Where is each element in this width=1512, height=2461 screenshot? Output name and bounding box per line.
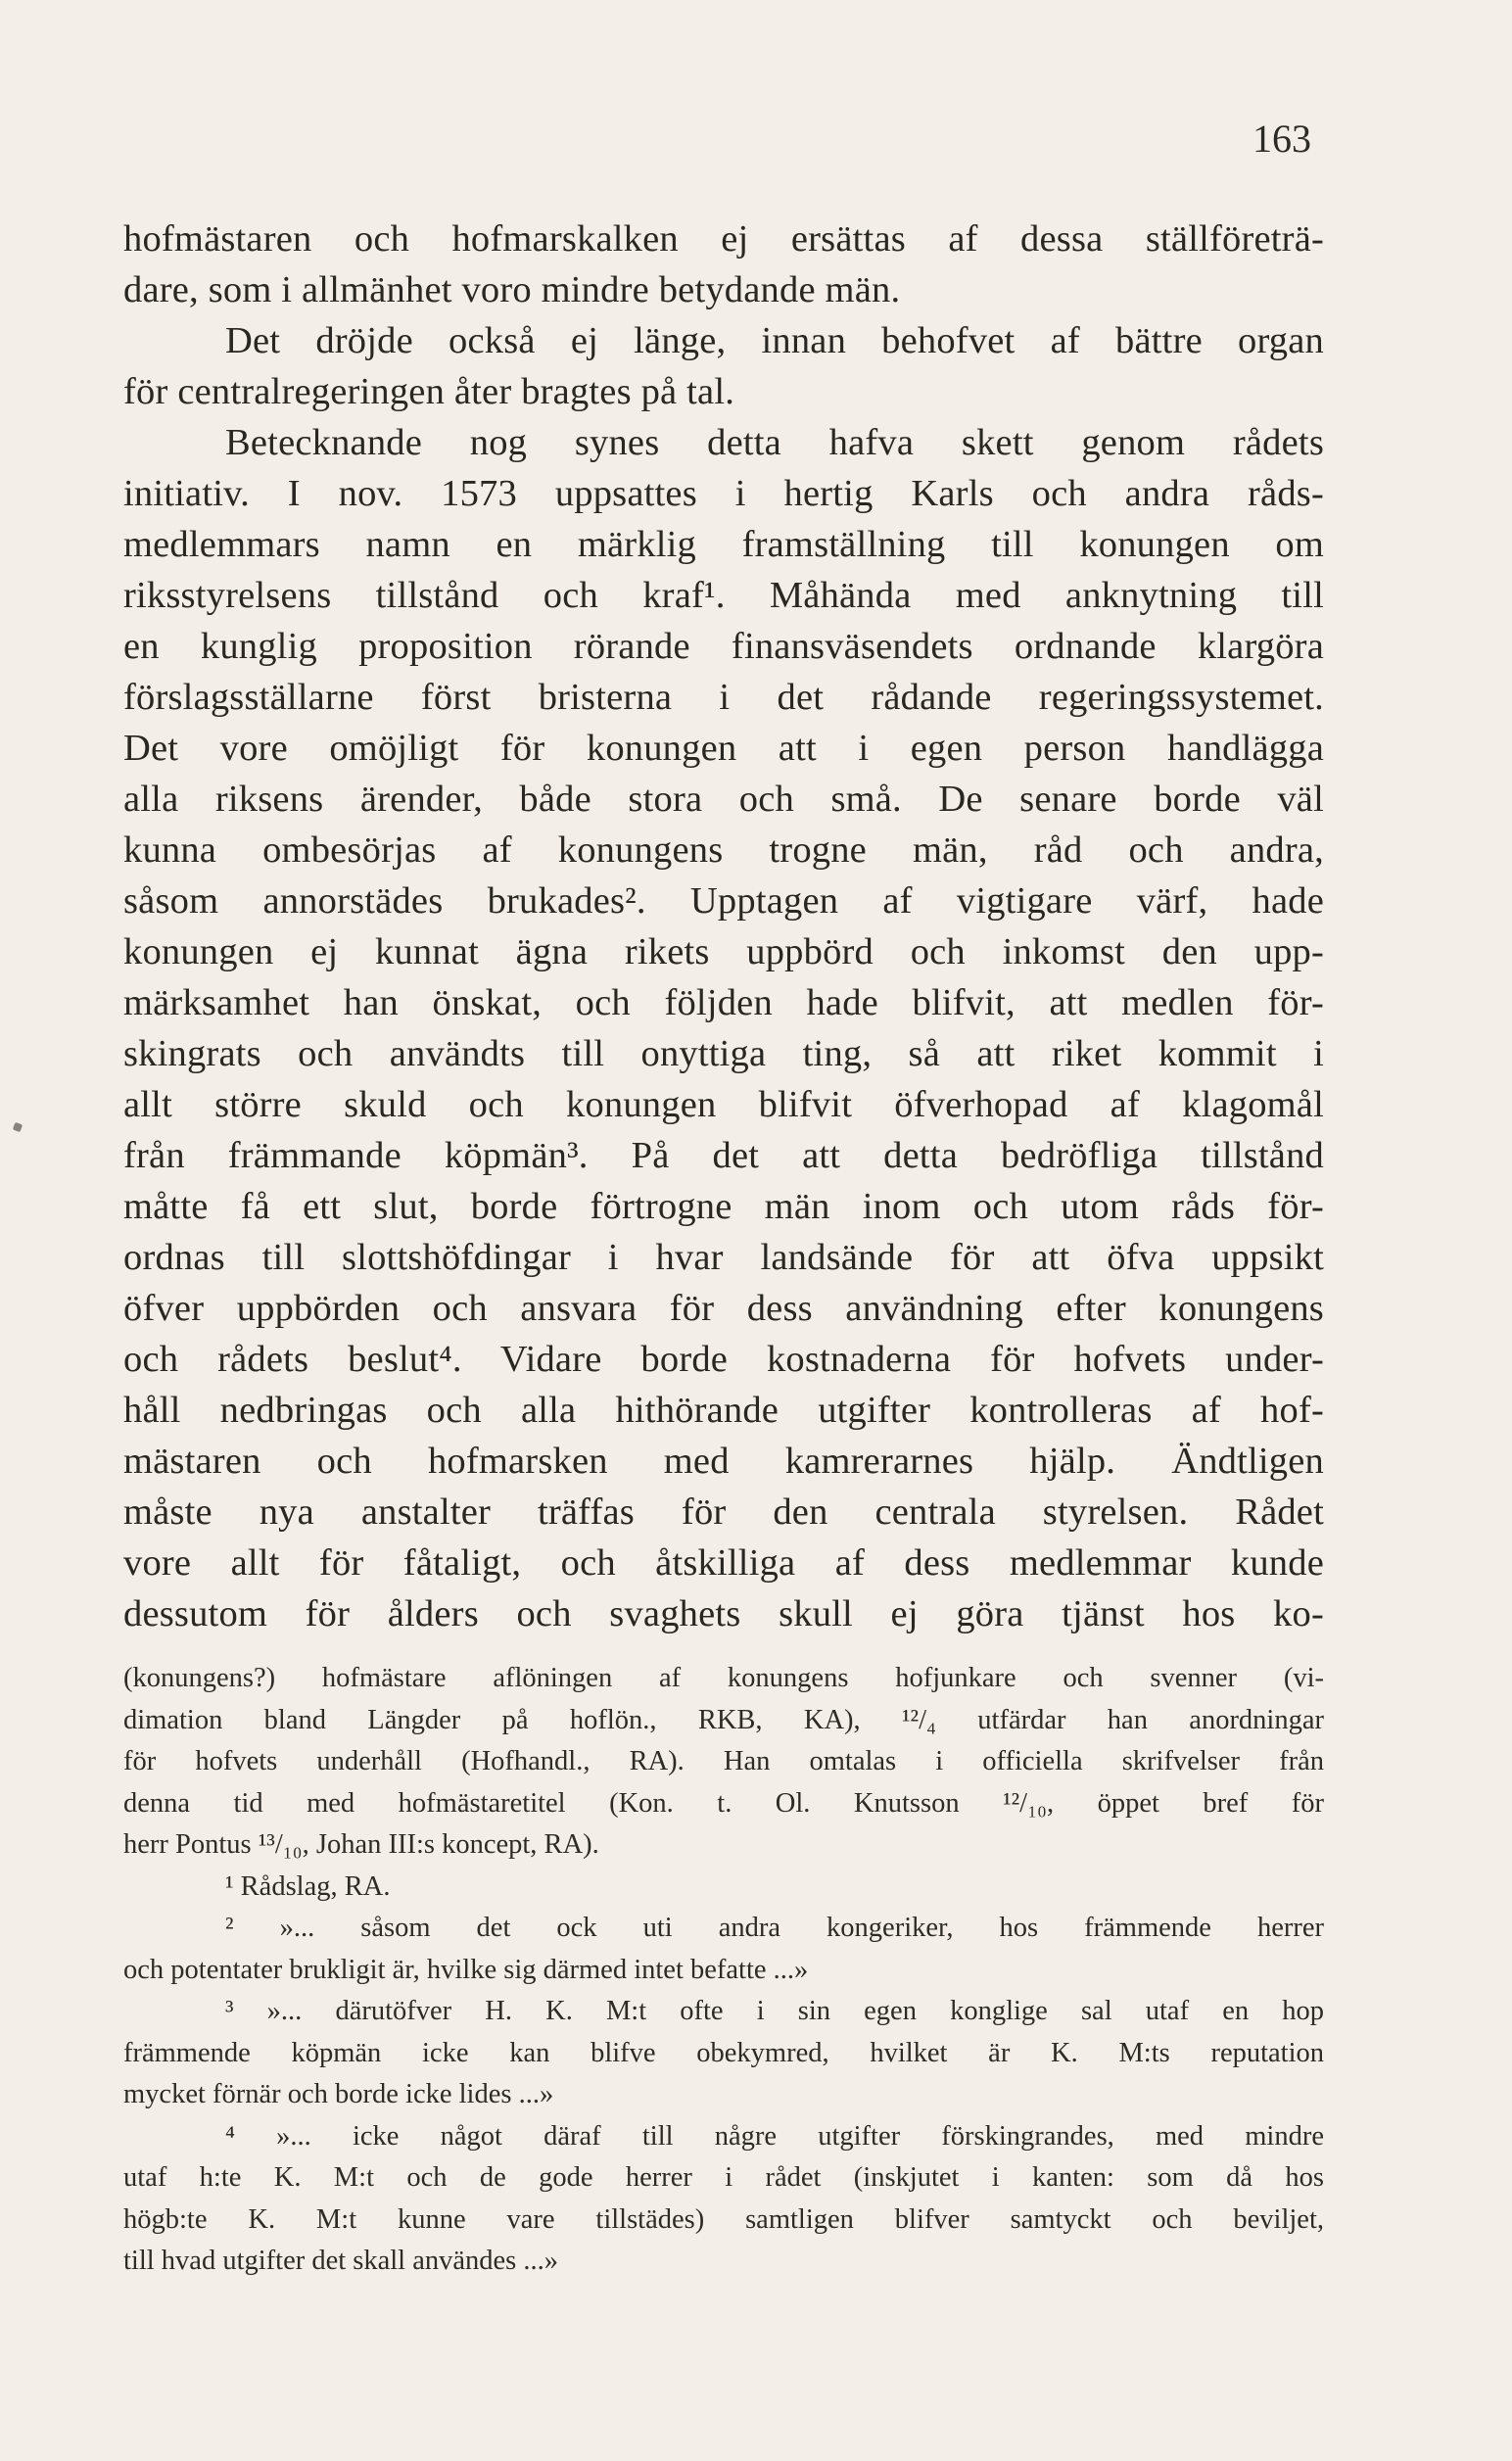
- body-line: ordnas till slottshöfdingar i hvar landsände för att öfva uppsikt: [123, 1237, 1324, 1278]
- page-number: 163: [1252, 117, 1311, 161]
- footnote-line: (konungens?) hofmästare aflöningen af konungens hofjunkare och svenner (vi-: [123, 1663, 1324, 1693]
- footnote-3: ³ »... därutöfver H. K. M:t ofte i sin egen konglige sal utaf en hop: [225, 1996, 1324, 2026]
- footnote-line: herr Pontus ¹³/₁₀, Johan III:s koncept, RA).: [123, 1829, 599, 1860]
- body-line: kunna ombesörjas af konungens trogne män, råd och andra,: [123, 829, 1324, 871]
- body-line: medlemmars namn en märklig framställning till konungen om: [123, 524, 1324, 565]
- margin-speck: [13, 1122, 23, 1132]
- footnote-line: mycket förnär och borde icke lides ...»: [123, 2079, 554, 2109]
- footnote-2: ² »... såsom det ock uti andra kongeriker, hos främmende herrer: [225, 1913, 1324, 1943]
- body-line: såsom annorstädes brukades². Upptagen af vigtigare värf, hade: [123, 880, 1324, 922]
- body-line: allt större skuld och konungen blifvit öfverhopad af klagomål: [123, 1084, 1324, 1125]
- footnote-1: ¹ Rådslag, RA.: [225, 1870, 391, 1902]
- body-line: vore allt för fåtaligt, och åtskilliga af dess medlemmar kunde: [123, 1542, 1324, 1584]
- main-text-block: [123, 213, 1324, 1639]
- body-line: skingrats och användts till onyttiga ting, så att riket kommit i: [123, 1033, 1324, 1074]
- footnote-line: främmende köpmän icke kan blifve obekymred, hvilket är K. M:ts reputation: [123, 2037, 1324, 2068]
- footnote-line: denna tid med hofmästaretitel (Kon. t. Ol. Knutsson ¹²/₁₀, öppet bref för: [123, 1787, 1324, 1819]
- body-line: mästaren och hofmarsken med kamrerarnes hjälp. Ändtligen: [123, 1441, 1324, 1482]
- body-line: dare, som i allmänhet voro mindre betydande män.: [123, 269, 901, 310]
- body-line: initiativ. I nov. 1573 uppsattes i hertig Karls och andra råds-: [123, 473, 1324, 514]
- footnotes-block: [123, 1658, 1324, 2283]
- body-line: håll nedbringas och alla hithörande utgifter kontrolleras af hof-: [123, 1390, 1324, 1431]
- footnote-line: högb:te K. M:t kunne vare tillstädes) samtligen blifver samtyckt och beviljet,: [123, 2203, 1324, 2235]
- footnote-line: till hvad utgifter det skall användes ...»: [123, 2246, 559, 2276]
- body-line: hofmästaren och hofmarskalken ej ersättas af dessa ställföreträ-: [123, 218, 1324, 260]
- body-line: Det dröjde också ej länge, innan behofvet af bättre organ: [225, 320, 1324, 361]
- body-line: dessutom för ålders och svaghets skull ej göra tjänst hos ko-: [123, 1593, 1324, 1634]
- body-line: alla riksens ärender, både stora och små. De senare borde väl: [123, 779, 1324, 820]
- body-line: märksamhet han önskat, och följden hade blifvit, att medlen för-: [123, 982, 1324, 1023]
- footnote-line: utaf h:te K. M:t och de gode herrer i rådet (inskjutet i kanten: som då hos: [123, 2162, 1324, 2193]
- body-line: Betecknande nog synes detta hafva skett genom rådets: [225, 422, 1324, 463]
- body-line: och rådets beslut⁴. Vidare borde kostnaderna för hofvets under-: [123, 1339, 1324, 1380]
- body-line: från främmande köpmän³. På det att detta bedröfliga tillstånd: [123, 1135, 1324, 1176]
- body-line: för centralregeringen åter bragtes på tal.: [123, 371, 735, 412]
- body-line: Det vore omöjligt för konungen att i egen person handlägga: [123, 728, 1324, 769]
- footnote-line: för hofvets underhåll (Hofhandl., RA). Han omtalas i officiella skrifvelser från: [123, 1746, 1324, 1776]
- footnote-line: dimation bland Längder på hoflön., RKB, KA), ¹²/₄ utfärdar han anordningar: [123, 1704, 1324, 1735]
- body-line: måste nya anstalter träffas för den centrala styrelsen. Rådet: [123, 1491, 1324, 1533]
- body-line: öfver uppbörden och ansvara för dess användning efter konungens: [123, 1288, 1324, 1329]
- footnote-4: ⁴ »... icke något däraf till någre utgifter förskingrandes, med mindre: [225, 2120, 1324, 2152]
- body-line: konungen ej kunnat ägna rikets uppbörd och inkomst den upp-: [123, 931, 1324, 972]
- footnote-line: och potentater brukligit är, hvilke sig därmed intet befatte ...»: [123, 1954, 809, 1985]
- body-line: måtte få ett slut, borde förtrogne män inom och utom råds för-: [123, 1186, 1324, 1227]
- body-line: förslagsställarne först bristerna i det rådande regeringssystemet.: [123, 677, 1324, 718]
- body-line: riksstyrelsens tillstånd och kraf¹. Måhända med anknytning till: [123, 575, 1324, 616]
- body-line: en kunglig proposition rörande finansväsendets ordnande klargöra: [123, 626, 1324, 667]
